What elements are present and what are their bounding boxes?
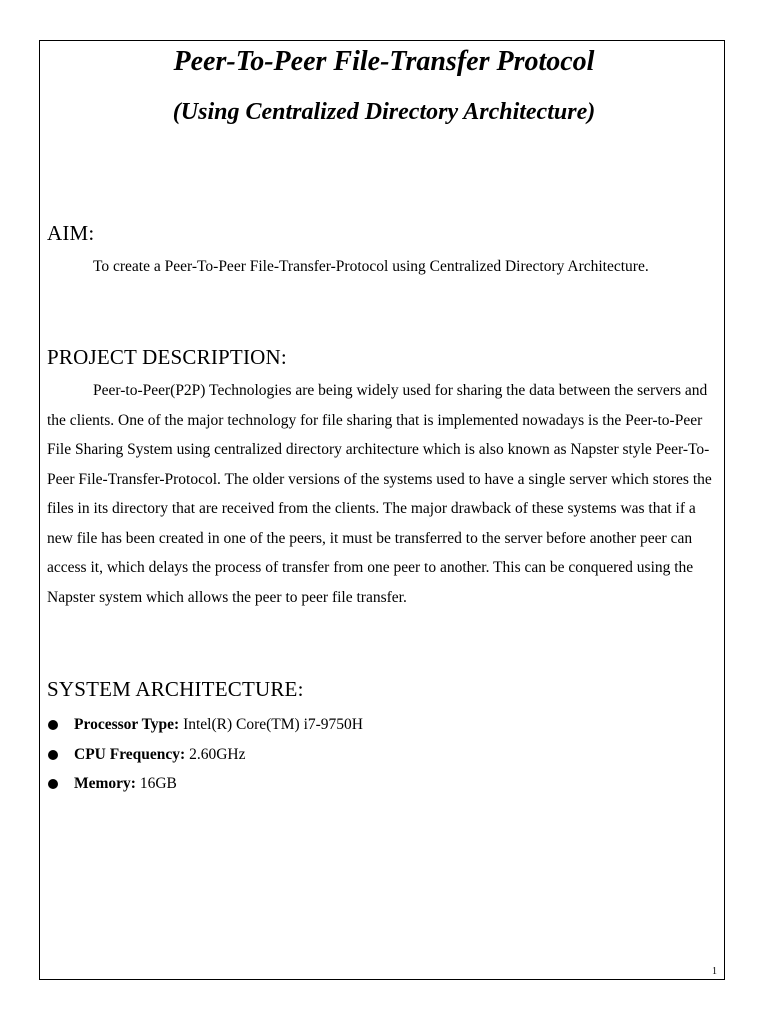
list-item [47, 710, 363, 740]
system-architecture-list [47, 710, 363, 799]
spec-label: Memory: [74, 775, 140, 792]
document-subtitle: (Using Centralized Directory Architecture) [172, 99, 596, 125]
system-architecture-heading: SYSTEM ARCHITECTURE: [47, 677, 304, 701]
bullet-icon [48, 720, 58, 730]
list-item [47, 769, 363, 799]
list-item [47, 740, 363, 770]
spec-value: 2.60GHz [189, 745, 246, 763]
aim-text: To create a Peer-To-Peer File-Transfer-Protocol using Centralized Directory Architecture. [93, 258, 649, 275]
project-description-text: Peer-to-Peer(P2P) Technologies are being widely used for sharing the data between the servers and the clients. One of the major technology for file sharing that is implemented nowadays is the Peer-to-Peer File Sharing System using centralized directory architecture which is also known as Napster style Peer-To-Peer File-Transfer-Protocol. The older versions of the systems used to have a single server which stores the files in its directory that are received from the clients. The major drawback of these systems was that if a new file has been created in one of the peers, it must be transferred to the server before another peer can access it, which delays the process of transfer from one peer to another. This can be conquered using the Napster system which allows the peer to peer file transfer. [47, 382, 712, 606]
spec-value: Intel(R) Core(TM) i7-9750H [183, 716, 363, 733]
spec-value: 16GB [139, 775, 177, 792]
spec-label: Processor Type: [74, 716, 184, 733]
document-title: Peer-To-Peer File-Transfer Protocol [173, 46, 595, 77]
page-number: 1 [712, 966, 717, 977]
bullet-icon [48, 779, 58, 789]
aim-heading: AIM: [47, 221, 95, 245]
project-description-heading: PROJECT DESCRIPTION: [47, 345, 287, 369]
spec-label: CPU Frequency: [74, 745, 190, 763]
bullet-icon [48, 750, 58, 760]
